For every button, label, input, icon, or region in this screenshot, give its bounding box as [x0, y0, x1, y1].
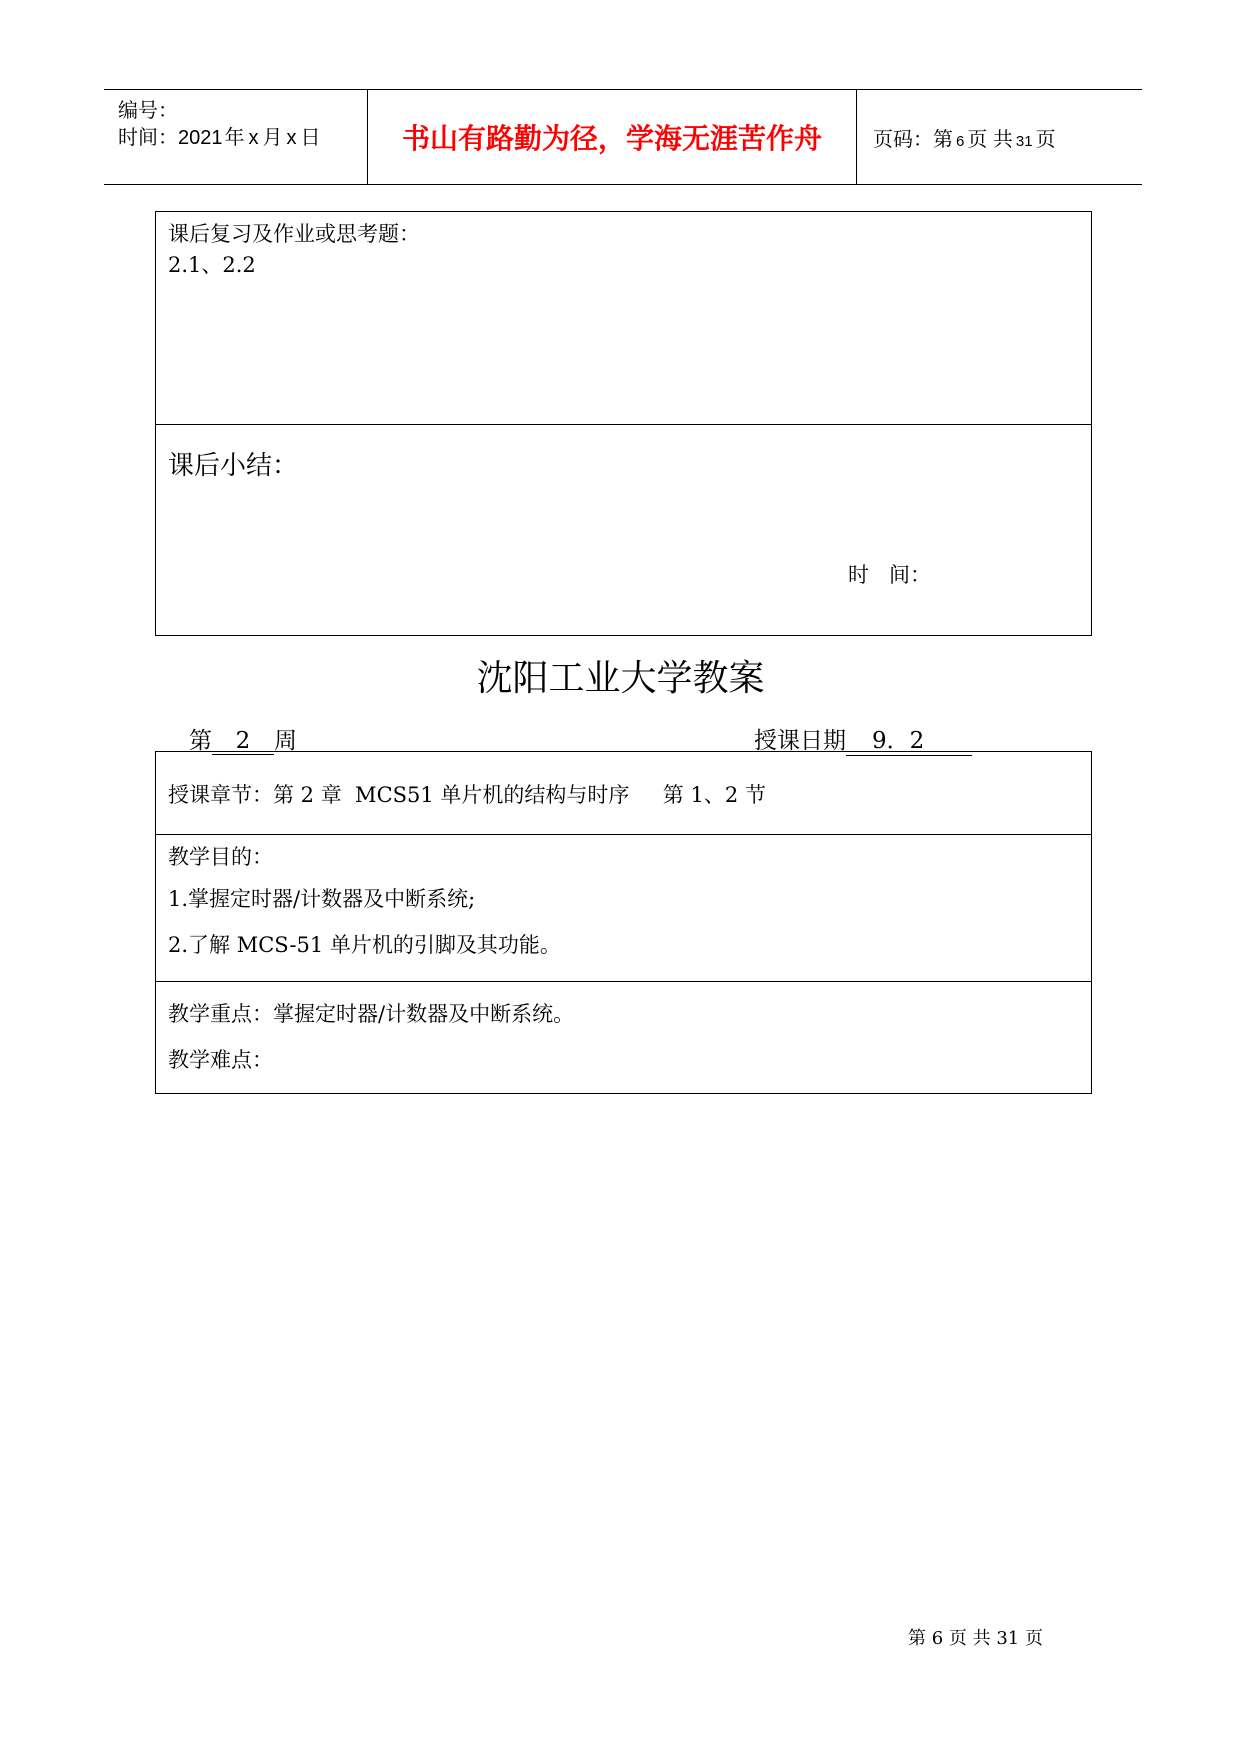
goals-row: [156, 834, 1091, 981]
page-indicator: 页码：第 6 页 共 31 页: [873, 128, 1056, 151]
homework-label: 课后复习及作业或思考题：: [168, 222, 420, 246]
header-motto-cell: [368, 90, 857, 184]
week-value: 2: [212, 728, 274, 755]
homework-items: 2.1、2.2: [168, 253, 256, 277]
goal-item-2: 2.了解 MCS-51 单片机的引脚及其功能。: [168, 933, 561, 957]
keypoints-row: [156, 981, 1091, 1093]
lesson-table: [155, 751, 1092, 1094]
page-footer: 第 6 页 共 31 页: [908, 1628, 1043, 1649]
summary-label: 课后小结：: [168, 451, 299, 481]
review-table: [155, 211, 1092, 636]
motto: 书山有路勤为径，学海无涯苦作舟: [401, 122, 822, 155]
chapter-row: [156, 752, 1091, 834]
key-points: 教学重点：掌握定时器/计数器及中断系统。: [168, 1002, 575, 1026]
date-line: 授课日期 9．2: [754, 722, 972, 756]
document-time: 时间：2021 年 x 月 x 日: [118, 127, 321, 149]
header-left-cell: [104, 90, 368, 184]
summary-time-label: 时 间：: [848, 563, 932, 587]
week-line: 第 2 周: [189, 728, 297, 754]
chapter-text: 授课章节：第 2 章 MCS51 单片机的结构与时序 第 1、2 节: [168, 783, 766, 807]
page-title: 沈阳工业大学教案: [476, 658, 765, 699]
homework-row: [156, 212, 1091, 424]
document-number-label: 编号：: [118, 100, 178, 122]
difficulties: 教学难点：: [168, 1048, 273, 1072]
date-value: 9．2: [846, 722, 972, 756]
goal-item-1: 1.掌握定时器/计数器及中断系统;: [168, 887, 476, 911]
header-page-cell: [857, 90, 1142, 184]
goals-label: 教学目的：: [168, 845, 273, 869]
page-header: [104, 89, 1142, 185]
summary-row: [156, 424, 1091, 635]
